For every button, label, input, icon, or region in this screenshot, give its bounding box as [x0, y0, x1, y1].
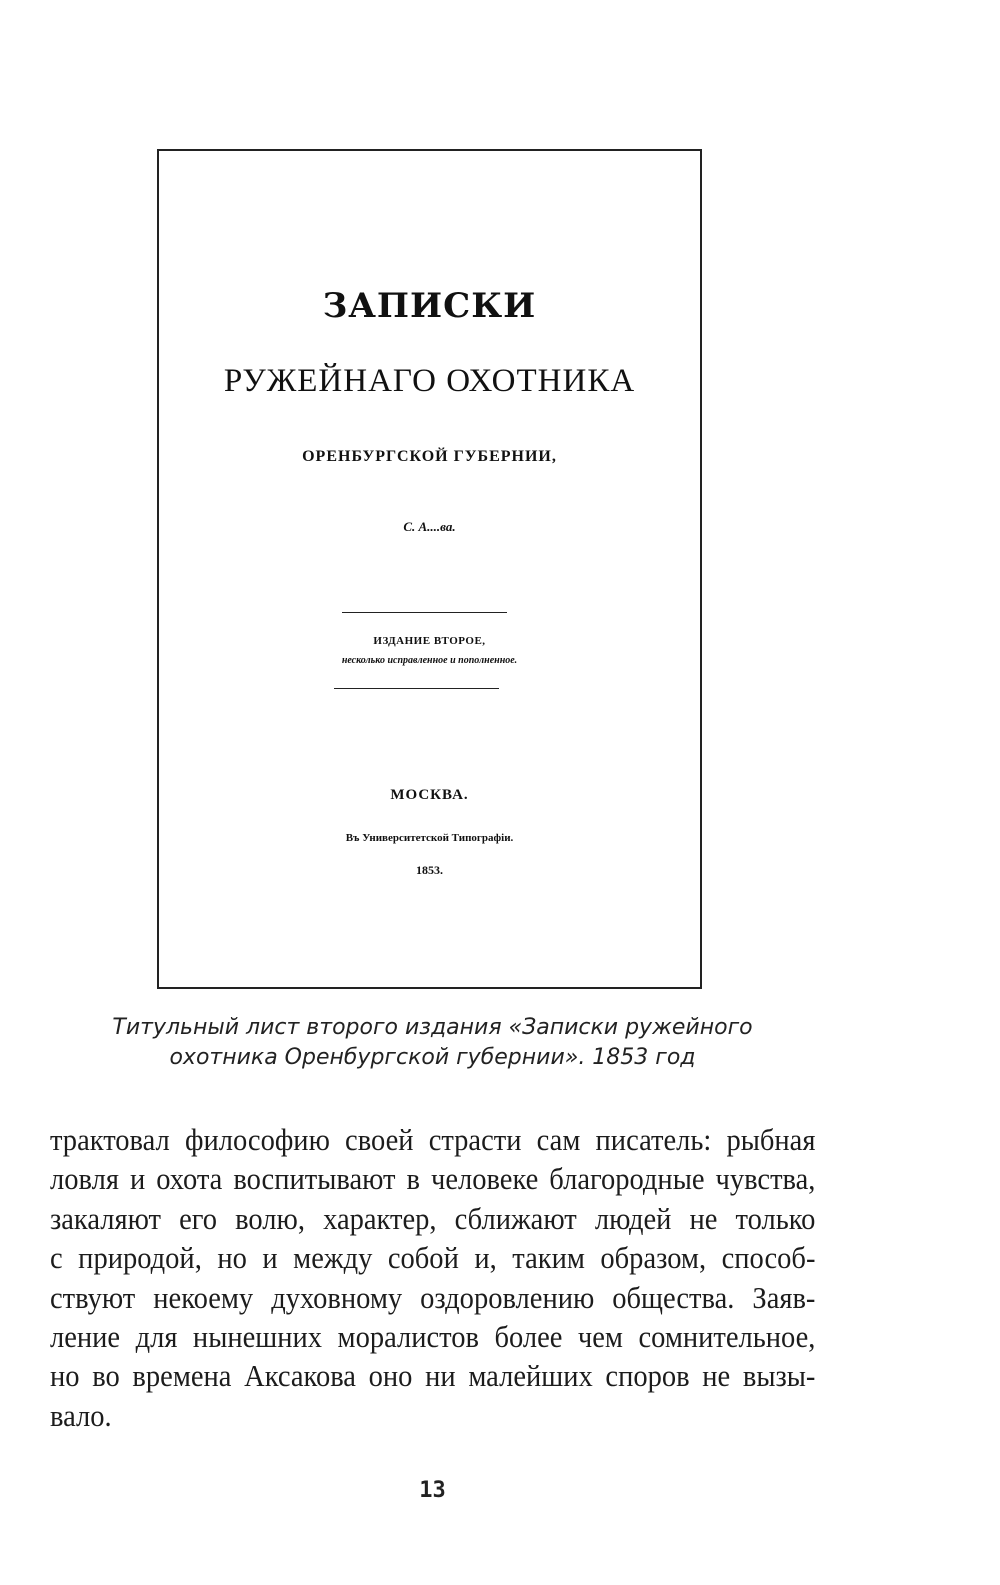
body-line: вало.: [50, 1397, 112, 1433]
body-paragraph: [50, 1120, 816, 1435]
body-line: ление для нынешних моралистов более чем сомнительное,: [50, 1319, 816, 1355]
figure-caption: [60, 1013, 805, 1073]
title-page-edition-note: несколько исправленное и пополненное.: [341, 655, 518, 666]
title-page-city: МОСКВА.: [390, 787, 469, 803]
caption-line: Титульный лист второго издания «Записки ружейного: [112, 1015, 753, 1040]
body-line: ловля и охота воспитывают в человеке благородные чувства,: [50, 1161, 816, 1197]
body-line: с природой, но и между собой и, таким образом, способ-: [50, 1240, 816, 1276]
title-page-region: ОРЕНБУРГСКОЙ ГУБЕРНИИ,: [302, 448, 557, 465]
title-page-author: С. А....ва.: [403, 519, 456, 534]
title-page-image: [157, 149, 702, 989]
body-line: закаляют его волю, характер, сближают людей не только: [50, 1200, 816, 1236]
title-page-rule-bottom: [334, 688, 499, 689]
title-page-year: 1853.: [416, 863, 443, 877]
page-number: 13: [419, 1478, 446, 1503]
caption-line: охотника Оренбургской губернии». 1853 год: [169, 1045, 696, 1070]
title-page-subheading: РУЖЕЙНАГО ОХОТНИКА: [223, 363, 636, 399]
body-line: ствуют некоему духовному оздоровлению общества. Заяв-: [50, 1279, 816, 1315]
body-line: трактовал философию своей страсти сам писатель: рыбная: [50, 1122, 816, 1157]
title-page-edition: ИЗДАНИЕ ВТОРОЕ,: [373, 635, 486, 647]
title-page-rule-top: [342, 612, 507, 613]
title-page-heading: ЗАПИСКИ: [322, 286, 537, 326]
title-page-press: Въ Университетской Типографіи.: [345, 832, 514, 844]
body-line: но во времена Аксакова оно ни малейших споров не вызы-: [50, 1358, 816, 1394]
